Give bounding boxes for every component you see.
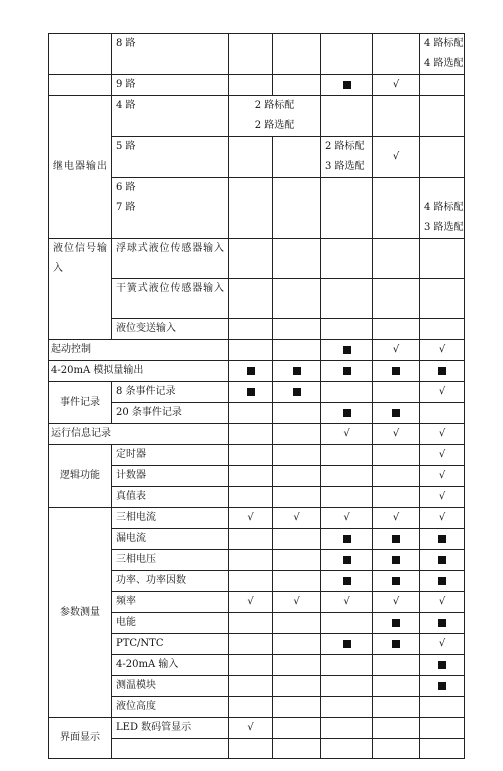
- row-label: 测温模块: [112, 676, 229, 697]
- value-cell: 4 路标配 3 路选配: [420, 178, 465, 239]
- table-row: [49, 613, 465, 634]
- row-label: 浮球式液位传感器输入: [112, 239, 229, 279]
- table-row: [49, 319, 465, 340]
- table-row: [49, 403, 465, 424]
- function-spec-table: [48, 33, 465, 759]
- category-event-log: 事件记录: [49, 382, 112, 424]
- row-label: 计数器: [112, 466, 229, 487]
- row-label: 三相电压: [112, 550, 229, 571]
- row-label: 真值表: [112, 487, 229, 508]
- row-label: 功率、功率因数: [112, 571, 229, 592]
- filled-square-icon: [438, 556, 446, 564]
- row-label: 4 路: [112, 96, 229, 137]
- row-label: 电能: [112, 613, 229, 634]
- filled-square-icon: [438, 577, 446, 585]
- filled-square-icon: [438, 682, 446, 690]
- row-label: 4-20mA 输入: [112, 655, 229, 676]
- category-parameter-measurement: 参数测量: [49, 508, 112, 718]
- filled-square-icon: [392, 367, 400, 375]
- table-row: PTC/NTC √: [49, 634, 465, 655]
- row-label: 三相电流: [112, 508, 229, 529]
- filled-square-icon: [343, 367, 351, 375]
- table-row: 逻辑功能 定时器 √: [49, 445, 465, 466]
- row-label: 液位高度: [112, 697, 229, 718]
- value-cell: √: [373, 75, 420, 96]
- table-row: 界面显示 LED 数码管显示 √: [49, 718, 465, 739]
- filled-square-icon: [343, 535, 351, 543]
- row-label: 9 路: [112, 75, 229, 96]
- table-row: [49, 178, 465, 239]
- filled-square-icon: [343, 640, 351, 648]
- filled-square-icon: [343, 81, 351, 89]
- filled-square-icon: [343, 577, 351, 585]
- row-label: 6 路 7 路: [112, 178, 229, 239]
- row-label: LED 数码管显示: [112, 718, 229, 739]
- category-relay-output: 继电器输出: [49, 96, 112, 239]
- filled-square-icon: [293, 367, 301, 375]
- value-cell: √: [373, 137, 420, 178]
- row-label: 8 路: [112, 34, 229, 75]
- value-cell: 2 路标配 2 路选配: [229, 96, 321, 137]
- row-label: 干簧式液位传感器输入: [112, 279, 229, 319]
- row-label: 漏电流: [112, 529, 229, 550]
- value-cell: [321, 75, 373, 96]
- filled-square-icon: [392, 409, 400, 417]
- table-row: 起动控制 √ √: [49, 340, 465, 361]
- filled-square-icon: [293, 388, 301, 396]
- row-label: 定时器: [112, 445, 229, 466]
- table-row: 计数器 √: [49, 466, 465, 487]
- category-level-input: 液位信号输入: [49, 239, 112, 340]
- filled-square-icon: [392, 535, 400, 543]
- filled-square-icon: [392, 619, 400, 627]
- category-cell: [49, 34, 112, 75]
- table-row: [49, 697, 465, 718]
- table-row: [49, 96, 465, 137]
- table-row: [49, 361, 465, 382]
- table-row: [49, 739, 465, 759]
- filled-square-icon: [392, 640, 400, 648]
- category-logic: 逻辑功能: [49, 445, 112, 508]
- filled-square-icon: [392, 556, 400, 564]
- filled-square-icon: [392, 577, 400, 585]
- row-label: 20 条事件记录: [112, 403, 229, 424]
- table-row: [49, 550, 465, 571]
- filled-square-icon: [343, 346, 351, 354]
- value-cell: 4 路标配 4 路选配: [420, 34, 465, 75]
- row-label: 4-20mA 模拟量输出: [49, 361, 229, 382]
- table-row: 运行信息记录 √ √ √: [49, 424, 465, 445]
- table-row: 参数测量 三相电流 √ √ √ √ √: [49, 508, 465, 529]
- table-row: [49, 239, 465, 279]
- row-label: 起动控制: [49, 340, 229, 361]
- table-row: [49, 676, 465, 697]
- table-row: 事件记录 8 条事件记录 √: [49, 382, 465, 403]
- row-label: 5 路: [112, 137, 229, 178]
- filled-square-icon: [438, 367, 446, 375]
- filled-square-icon: [438, 535, 446, 543]
- filled-square-icon: [438, 661, 446, 669]
- row-label: 运行信息记录: [49, 424, 229, 445]
- table-row: 真值表 √: [49, 487, 465, 508]
- table-row: [49, 571, 465, 592]
- row-label: 8 条事件记录: [112, 382, 229, 403]
- filled-square-icon: [343, 556, 351, 564]
- value-cell: 2 路标配 3 路选配: [321, 137, 373, 178]
- category-display: 界面显示: [49, 718, 112, 759]
- filled-square-icon: [247, 388, 255, 396]
- table-row: [49, 529, 465, 550]
- table-row: [49, 655, 465, 676]
- table-row: [49, 137, 465, 178]
- row-label: PTC/NTC: [112, 634, 229, 655]
- table-row: [49, 279, 465, 319]
- row-label: 液位变送输入: [112, 319, 229, 340]
- table-row: [49, 34, 465, 75]
- table-row: [49, 75, 465, 96]
- table-row: 频率 √ √ √ √ √: [49, 592, 465, 613]
- filled-square-icon: [343, 409, 351, 417]
- filled-square-icon: [438, 619, 446, 627]
- row-label: 频率: [112, 592, 229, 613]
- filled-square-icon: [247, 367, 255, 375]
